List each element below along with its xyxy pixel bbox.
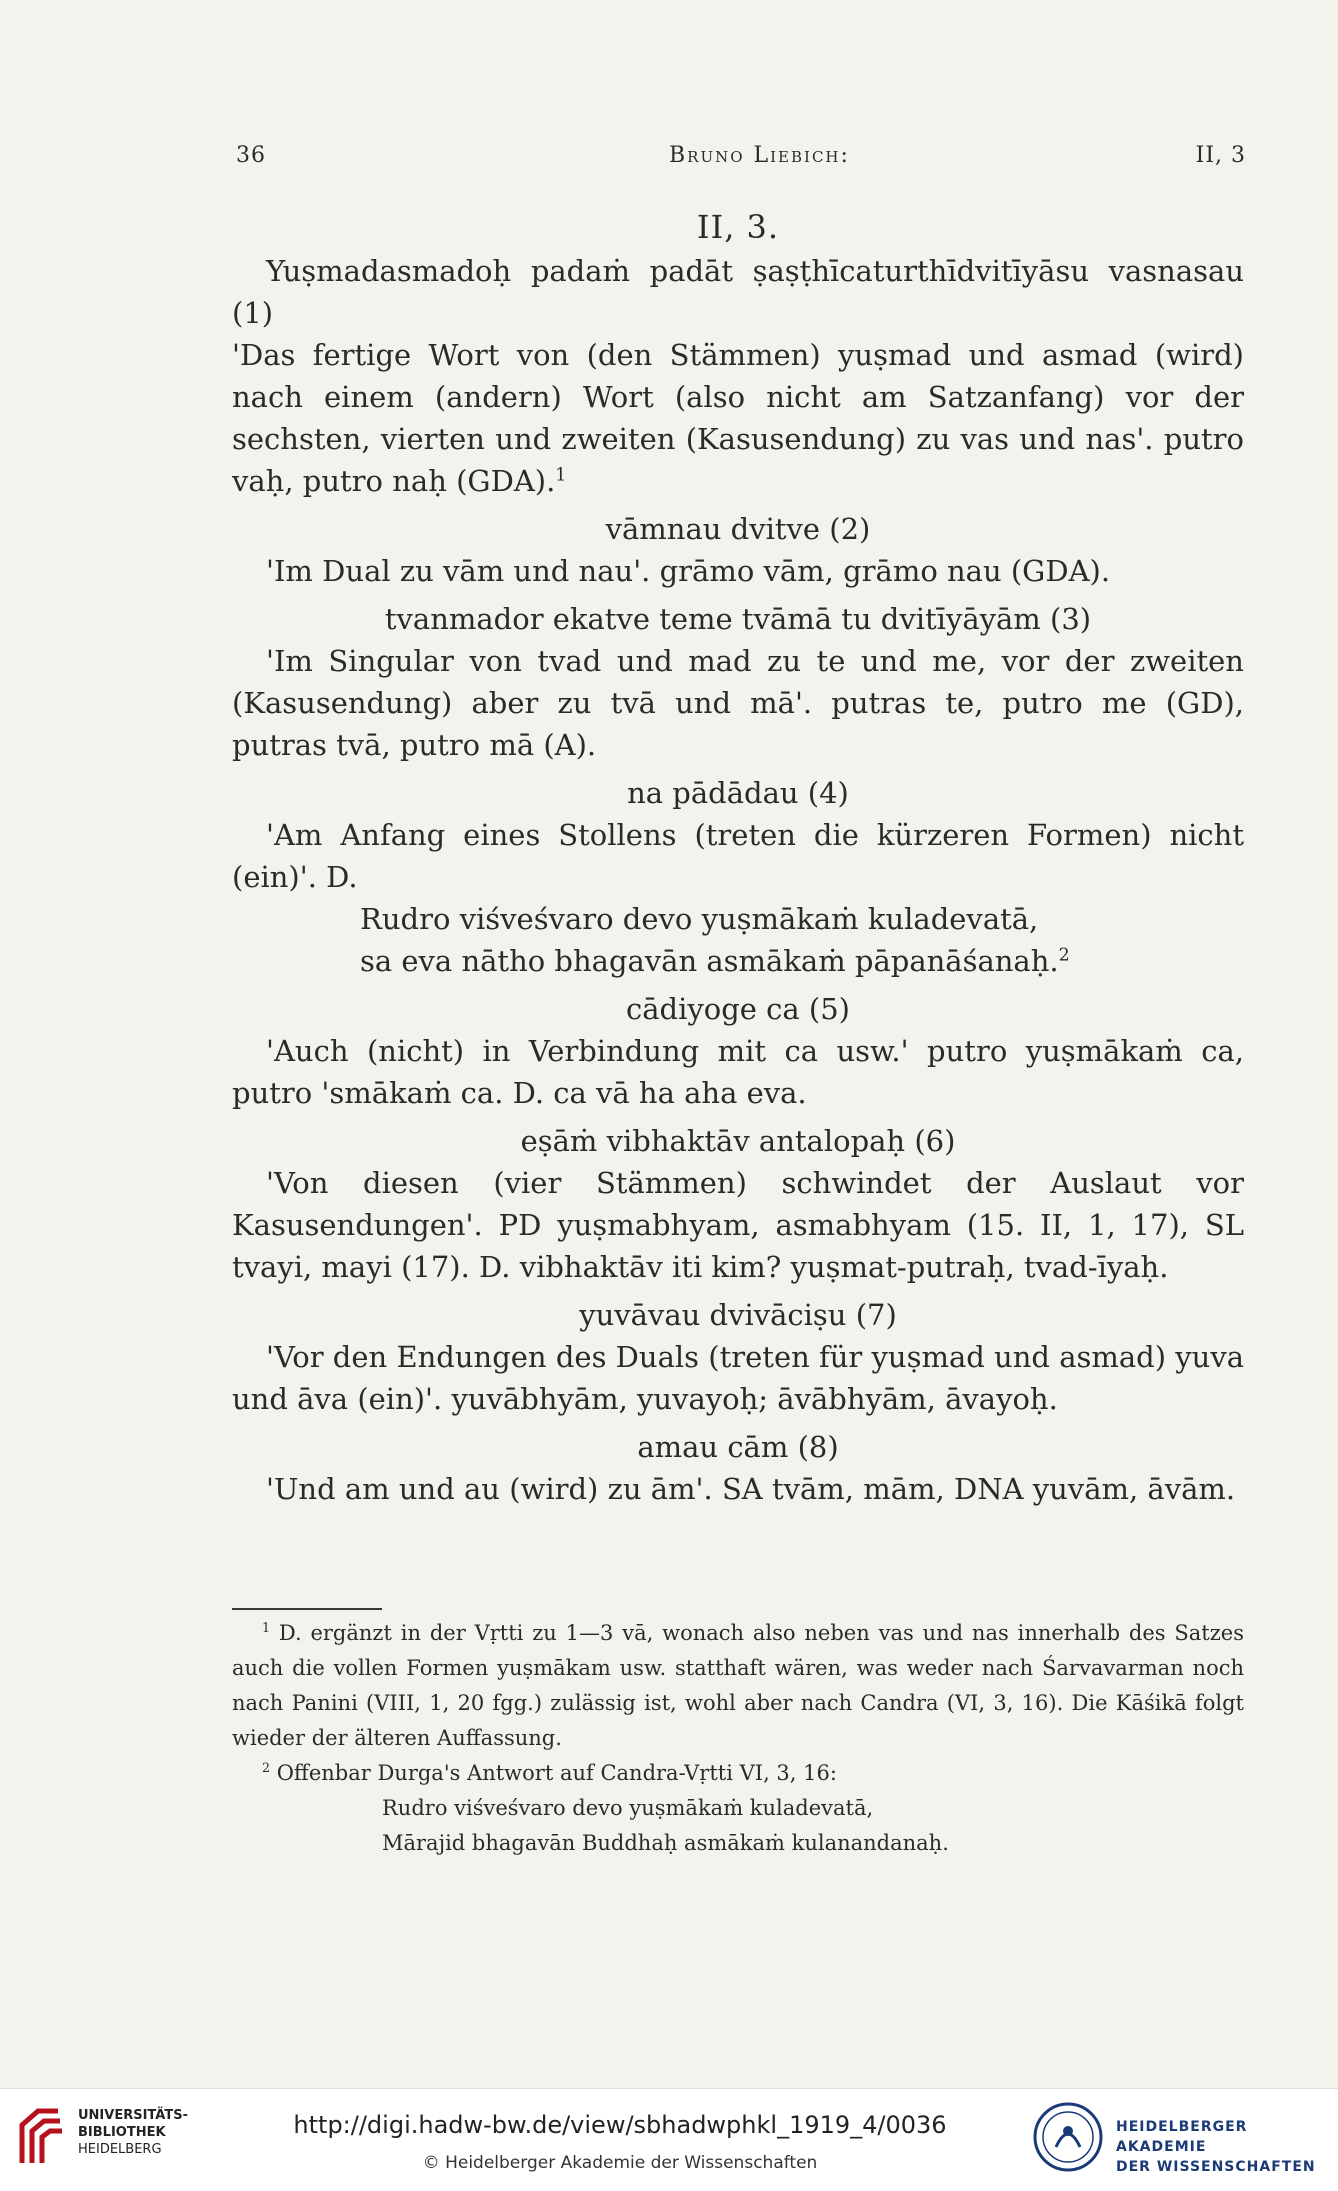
verse-line-2: sa eva nātho bhagavān asmākaṁ pāpanāśanaḥ.$^2$: [360, 944, 1070, 978]
commentary-5: 'Auch (nicht) in Verbindung mit ca usw.' putro yuṣmākaṁ ca, putro 'smākaṁ ca. D. ca vā ha aha eva.: [232, 1034, 1244, 1110]
sutra-1: Yuṣmadasmadoḥ padaṁ padāt ṣaṣṭhīcaturthīdvitīyāsu vasnasau (1): [232, 254, 1244, 330]
academy-name: HEIDELBERGER AKADEMIE DER WISSENSCHAFTEN: [1116, 2119, 1316, 2175]
footnotes: [232, 1616, 1244, 1861]
university-library-name: UNIVERSITÄTS- BIBLIOTHEK HEIDELBERG: [78, 2108, 188, 2157]
commentary-2: 'Im Dual zu vām und nau'. grāmo vām, grāmo nau (GDA).: [266, 554, 1111, 588]
viewer-footer: [0, 2088, 1338, 2191]
page-number: 36: [236, 143, 266, 168]
verse-line-1: Rudro viśveśvaro devo yuṣmākaṁ kuladevatā,: [360, 902, 1039, 936]
permalink-url[interactable]: http://digi.hadw-bw.de/view/sbhadwphkl_1919_4/0036: [293, 2111, 947, 2139]
running-head: [236, 143, 1246, 183]
commentary-6: 'Von diesen (vier Stämmen) schwindet der Auslaut vor Kasusendungen'. PD yuṣmabhyam, asmabhyam (15. II, 1, 17), SL tvayi, mayi (17). D. vibhaktāv iti kim? yuṣmat-putraḥ, tvad-īyaḥ.: [232, 1166, 1244, 1284]
sutra-4: na pādādau (4): [627, 776, 849, 810]
footnote-mark-1: 1: [555, 465, 567, 486]
university-library-logo-icon[interactable]: [14, 2103, 66, 2169]
commentary-8: 'Und am und au (wird) zu ām'. SA tvām, mām, DNA yuvām, āvām.: [266, 1472, 1236, 1506]
footnote-verse-line-1: Rudro viśveśvaro devo yuṣmākaṁ kuladevatā,: [382, 1796, 874, 1820]
commentary-7: 'Vor den Endungen des Duals (treten für yuṣmad und asmad) yuva und āva (ein)'. yuvābhyām, yuvayoḥ; āvābhyām, āvayoḥ.: [232, 1340, 1244, 1416]
sutra-8: amau cām (8): [637, 1430, 839, 1464]
sutra-5: cādiyoge ca (5): [626, 992, 850, 1026]
footnote-mark-2: 2: [1058, 945, 1070, 966]
running-head-author: Bruno Liebich:: [669, 143, 850, 168]
sutra-6: eṣāṁ vibhaktāv antalopaḥ (6): [520, 1124, 956, 1158]
academy-seal-icon[interactable]: [1032, 2101, 1104, 2173]
sutra-7: yuvāvau dvivāciṣu (7): [579, 1298, 897, 1332]
sutra-2: vāmnau dvitve (2): [605, 512, 871, 546]
running-head-section: II, 3: [1195, 143, 1246, 168]
footnote-2: $^2$ Offenbar Durga's Antwort auf Candra-Vṛtti VI, 3, 16:: [262, 1760, 837, 1785]
copyright-notice: © Heidelberger Akademie der Wissenschaften: [422, 2153, 818, 2173]
section-title: II, 3.: [696, 208, 780, 246]
footnote-1: $^1$ D. ergänzt in der Vṛtti zu 1—3 vā, wonach also neben vas und nas innerhalb des Satzes auch die vollen Formen yuṣmākam usw. statthaft wären, was weder nach Śarvavarman noch nach Panini (VIII, 1, 20 fgg.) zulässig ist, wohl aber nach Candra (VI, 3, 16). Die Kāśikā folgt wieder der älteren Auffassung.: [232, 1620, 1244, 1750]
main-text: [232, 206, 1244, 1510]
commentary-3: 'Im Singular von tvad und mad zu te und me, vor der zweiten (Kasusendung) aber zu tvā und mā'. putras te, putro me (GD), putras tvā, putro mā (A).: [232, 644, 1244, 762]
sutra-3: tvanmador ekatve teme tvāmā tu dvitīyāyām (3): [384, 602, 1092, 636]
footnote-divider: [232, 1608, 382, 1610]
commentary-4: 'Am Anfang eines Stollens (treten die kürzeren Formen) nicht (ein)'. D.: [232, 818, 1244, 894]
footnote-verse-line-2: Mārajid bhagavān Buddhaḥ asmākaṁ kulanandanaḥ.: [382, 1831, 949, 1855]
commentary-1: 'Das fertige Wort von (den Stämmen) yuṣmad und asmad (wird) nach einem (andern) Wort (also nicht am Satzanfang) vor der sechsten, vierten und zweiten (Kasusendung) zu vas und nas'. putro vaḥ, putro naḥ (GDA).$^1$: [232, 338, 1244, 498]
